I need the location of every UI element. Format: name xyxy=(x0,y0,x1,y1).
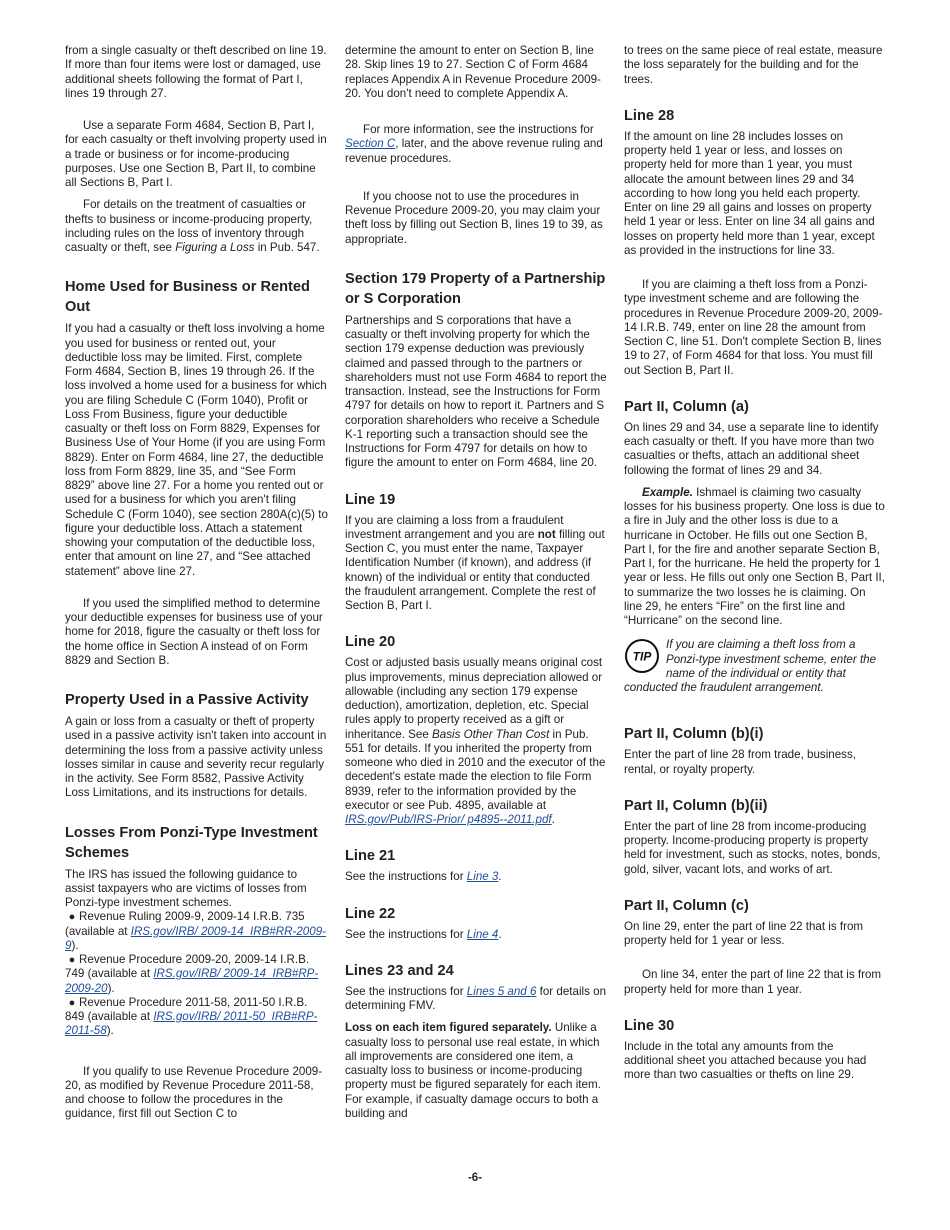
paragraph: On line 29, enter the part of line 22 that is from property held for 1 year or less. xyxy=(624,919,864,947)
paragraph: from a single casualty or theft described on line 19. If more than four items were lost or damaged, use additional sheets following the format of Part I, lines 19 through 27. xyxy=(65,44,327,100)
link-rp-2009-20[interactable]: IRS.gov/IRB/ 2009-14_IRB#RP-2009-20 xyxy=(65,967,319,995)
link-line-3[interactable]: Line 3 xyxy=(466,870,499,884)
paragraph: to trees on the same piece of real estate, measure the loss separately for the building and for the trees. xyxy=(624,44,883,86)
heading-line-19: Line 19 xyxy=(345,491,396,508)
heading-passive-activity: Property Used in a Passive Activity xyxy=(65,692,309,708)
bullet-icon: ● xyxy=(68,996,76,1009)
tip-note: TIP If you are claiming a theft loss from a Ponzi-type investment scheme, enter the name of the individual or entity that conducted the fraudulent arrangement. xyxy=(624,638,877,694)
paragraph: If you qualify to use Revenue Procedure 2009-20, as modified by Revenue Procedure 2011-58, and choose to follow the procedures in the guidance, first fill out Section C to xyxy=(65,1064,323,1121)
paragraph: For details on the treatment of casualties or thefts to business or income-producing property, including rules on the loss of inventory through casualty or theft, see Figuring a Loss in Pub. 547. xyxy=(65,198,320,254)
link-p4895[interactable]: IRS.gov/Pub/IRS-Prior/ p4895--2011.pdf xyxy=(345,813,552,826)
bullet-icon: ● xyxy=(68,911,76,924)
paragraph: For more information, see the instructions for Section C, later, and the above revenue ruling and revenue procedures. xyxy=(345,123,603,165)
heading-column-a: Part II, Column (a) xyxy=(624,398,749,415)
heading-column-b-ii: Part II, Column (b)(ii) xyxy=(624,797,768,814)
heading-column-b-i: Part II, Column (b)(i) xyxy=(624,726,764,743)
paragraph: If you are claiming a loss from a fraudulent investment arrangement and you are not filling out Section C, you must enter the name, Taxpayer Identification Number (if known), and address (if known) of the individual or entity that conducted the fraudulent arrangement. Complete the rest of Section B, Part I. xyxy=(345,513,605,612)
paragraph: See the instructions for Lines 5 and 6 for details on determining FMV. xyxy=(345,984,607,1012)
tip-icon xyxy=(624,638,660,674)
paragraph: Example. Ishmael is claiming two casualty losses for his business property. One loss is due to a fire in July and the other loss is due to a hurricane in October. He fills out one Section B, Part I, for the fire and another separate Section B, Part I, for the hurricane. He held the property for 1 year or less. He fills out only one Section B, Part II, to summarize the two losses he is claiming. On line 29, he enters “Fire” on the first line and “Hurricane” on the second line. xyxy=(624,485,885,627)
page-number: -6- xyxy=(467,1172,483,1184)
heading-line-22: Line 22 xyxy=(345,905,396,922)
paragraph: Enter the part of line 28 from income-producing property. Income-producing property is property held for investment, such as stocks, notes, bonds, gold, silver, vacant lots, and works of art. xyxy=(624,819,881,876)
heading-column-c: Part II, Column (c) xyxy=(624,897,749,914)
paragraph: See the instructions for Line 4. xyxy=(345,927,502,941)
paragraph: A gain or loss from a casualty or theft of property used in a passive activity isn't taken into account in determining the loss from a passive activity unless losses similar in cause and severity recur regularly in the activity. See Form 8582, Passive Activity Loss Limitations, and its instructions for details. xyxy=(65,715,327,800)
paragraph: On line 34, enter the part of line 22 that is from property held for more than 1 year. xyxy=(624,968,882,996)
svg-text:TIP: TIP xyxy=(632,649,652,664)
paragraph: Partnerships and S corporations that have a casualty or theft involving property for which the section 179 expense deduction was previously claimed and passed through to the partners or shareholders must not use Form 4684 to report the transaction. Instead, see the Instructions for Form 4797 for details on how to report it. Partners and S corporation shareholders who receive a Schedule K-1 reporting such a transaction should see the Instructions for Form 4797 for details on how to figure the amount to enter on Form 4684, line 20. xyxy=(345,313,607,470)
paragraph: If you choose not to use the procedures in Revenue Procedure 2009-20, you may claim your theft loss by filling out Section B, lines 19 to 39, as appropriate. xyxy=(345,189,603,246)
paragraph: On lines 29 and 34, use a separate line to identify each casualty or theft. If you have more than two casualties or thefts, attach an additional sheet following the format of lines 29 and 34. xyxy=(624,420,879,477)
list-item: ● Revenue Ruling 2009-9, 2009-14 I.R.B. 735 (available at IRS.gov/IRB/ 2009-14_IRB#RR-2009-9). xyxy=(65,910,327,952)
heading-line-30: Line 30 xyxy=(624,1017,675,1034)
link-section-c[interactable]: Section C xyxy=(345,137,396,151)
bullet-icon: ● xyxy=(68,954,76,966)
column-3 xyxy=(624,44,886,1091)
paragraph: If you had a casualty or theft loss involving a home you used for business or rented out, your deductible loss may be limited. First, complete Form 4684, Section B, lines 19 through 26. If the loss involved a home used for a business for which you are filing Schedule C (Form 1040), Profit or Loss From Business, figure your deductible casualty or theft loss on Form 8829, Expenses for Business Use of Your Home (if you are using Form 8829). Enter on Form 4684, line 27, the deductible loss from Form 8829, line 35, and “See Form 8829” above line 27. For a home you rented out or used for a business for which you aren't filing Schedule C (Form 1040), see section 280A(c)(5) to figure your deductible loss. Attach a statement showing your computation of the deductible loss, enter that amount on line 27, and “See attached statement” above line 27. xyxy=(65,322,328,578)
paragraph: If you are claiming a theft loss from a Ponzi-type investment scheme and are following the procedures in Revenue Procedure 2009-20, 2009-14 I.R.B. 749, enter on line 28 the amount from Section C, line 51. Don't complete Section B, lines 19 to 27, of Form 4684 for that loss. You must fill out Section B, Part II. xyxy=(624,278,883,377)
paragraph: Use a separate Form 4684, Section B, Part I, for each casualty or theft involving property used in a trade or business or for income-producing purposes. Use one Section B, Part II, to combine all Sections B, Part I. xyxy=(65,119,327,189)
column-1 xyxy=(65,44,328,1130)
column-2 xyxy=(345,44,608,1129)
paragraph: Enter the part of line 28 from trade, business, rental, or royalty property. xyxy=(624,748,856,776)
paragraph: Include in the total any amounts from the additional sheet you attached because you had more than two casualties or thefts on line 29. xyxy=(624,1039,867,1082)
heading-line-28: Line 28 xyxy=(624,107,675,124)
heading-ponzi-schemes: Losses From Ponzi-Type Investment Schemes xyxy=(65,824,318,861)
paragraph: Loss on each item figured separately. Unlike a casualty loss to personal use real estate, in which all improvements are considered one item, a casualty loss to business or income-producing property must be figured separately for each item. For example, if casualty damage occurs to both a building and xyxy=(345,1021,601,1120)
link-rr-2009-9[interactable]: IRS.gov/IRB/ 2009-14_IRB#RR-2009-9 xyxy=(65,924,327,952)
link-rp-2011-58[interactable]: IRS.gov/IRB/ 2011-50_IRB#RP-2011-58 xyxy=(65,1010,318,1038)
paragraph: If the amount on line 28 includes losses on property held 1 year or less, and losses on property held for more than 1 year, you must allocate the amount between lines 29 and 34 according to how long you held each property. Enter on line 29 all gains and losses on property held 1 year or less. Enter on line 34 all gains and losses on property held more than 1 year, except as provided in the instructions for line 33. xyxy=(624,129,875,257)
paragraph: The IRS has issued the following guidance to assist taxpayers who are victims of losses from Ponzi-type investment schemes. xyxy=(65,867,307,909)
heading-line-20: Line 20 xyxy=(345,634,396,651)
paragraph: See the instructions for Line 3. xyxy=(345,870,502,884)
heading-line-21: Line 21 xyxy=(345,848,396,865)
list-item: ● Revenue Procedure 2011-58, 2011-50 I.R.B. 849 (available at IRS.gov/IRB/ 2011-50_IRB#RP-2011-58). xyxy=(65,995,318,1038)
paragraph: Cost or adjusted basis usually means original cost plus improvements, minus depreciation allowed or allowable (including any section 179 expense deduction), amortization, depletion, etc. Special rules apply to property received as a gift or inheritance. See Basis Other Than Cost in Pub. 551 for details. If you inherited the property from someone who died in 2010 and the executor of the decedent's estate made the election to file Form 8939, refer to the information provided by the executor or see Pub. 4895, available at IRS.gov/Pub/IRS-Prior/ p4895--2011.pdf. xyxy=(345,656,606,826)
link-lines-5-6[interactable]: Lines 5 and 6 xyxy=(466,984,537,998)
heading-home-used-for-business: Home Used for Business or Rented Out xyxy=(65,279,310,316)
heading-section-179: Section 179 Property of a Partnership or S Corporation xyxy=(345,270,606,307)
heading-lines-23-24: Lines 23 and 24 xyxy=(345,962,454,979)
paragraph: If you used the simplified method to determine your deductible expenses for business use of your home for 2018, figure the casualty or theft loss for the home office in Section A instead of on Form 8829 and Section B. xyxy=(65,596,323,667)
link-line-4[interactable]: Line 4 xyxy=(466,927,499,941)
paragraph: determine the amount to enter on Section B, line 28. Skip lines 19 to 27. Section C of Form 4684 replaces Appendix A in Revenue Procedure 2009-20. You don't need to complete Appendix A. xyxy=(345,44,601,100)
list-item: ● Revenue Procedure 2009-20, 2009-14 I.R.B. 749 (available at IRS.gov/IRB/ 2009-14_IRB#RP-2009-20). xyxy=(65,953,319,995)
